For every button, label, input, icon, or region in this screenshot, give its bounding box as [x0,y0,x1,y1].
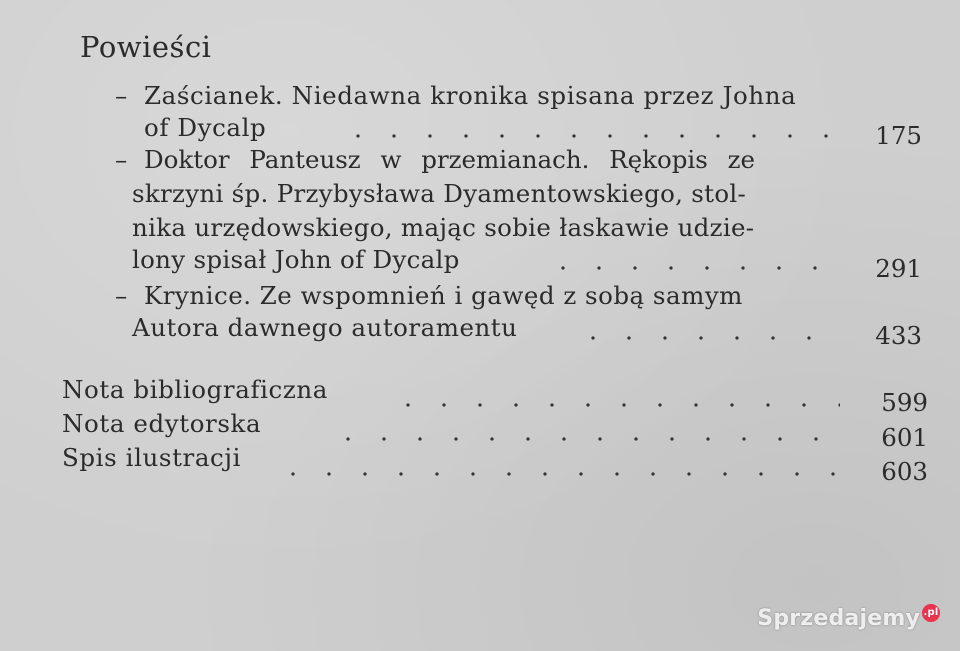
entry-2-line-4: lony spisał John of Dycalp [132,245,460,274]
appendix-item-editorial-page: 601 [881,423,928,452]
dot-leader [575,336,840,340]
entry-2-page: 291 [875,254,922,283]
entry-dash: – [115,81,128,110]
dot-leader [340,134,840,138]
appendix-item-illustrations-page: 603 [881,457,928,486]
entry-dash: – [115,145,128,174]
appendix-item-bibliography: Nota bibliograficzna [62,375,328,404]
entry-1-line-2: of Dycalp [144,113,267,142]
entry-3-line-1: Krynice. Ze wspomnień i gawęd z sobą samym [144,281,743,310]
entry-2-line-3: nika urzędowskiego, mając sobie łaskawie udzie- [132,213,755,242]
entry-dash: – [115,281,128,310]
sprzedajemy-watermark [757,604,940,631]
entry-2-line-2: skrzyni śp. Przybysława Dyamentowskiego, stol- [132,179,747,208]
dot-leader [545,266,840,270]
entry-2-line-1: Doktor Panteusz w przemianach. Rękopis ze [144,145,756,174]
dot-leader [275,472,840,476]
dot-leader [330,437,840,441]
entry-1-line-1: Zaścianek. Niedawna kronika spisana przez Johna [144,81,797,110]
watermark-tld-badge: .pl [922,604,940,622]
entry-3-line-2: Autora dawnego autoramentu [132,313,518,342]
watermark-brand: Sprzedajemy [757,606,920,631]
entry-1-page: 175 [875,121,922,150]
appendix-item-illustrations: Spis ilustracji [62,443,242,472]
appendix-item-bibliography-page: 599 [881,388,928,417]
section-title: Powieści [80,30,212,64]
appendix-item-editorial: Nota edytorska [62,409,262,438]
dot-leader [390,403,840,407]
entry-3-page: 433 [875,321,922,350]
